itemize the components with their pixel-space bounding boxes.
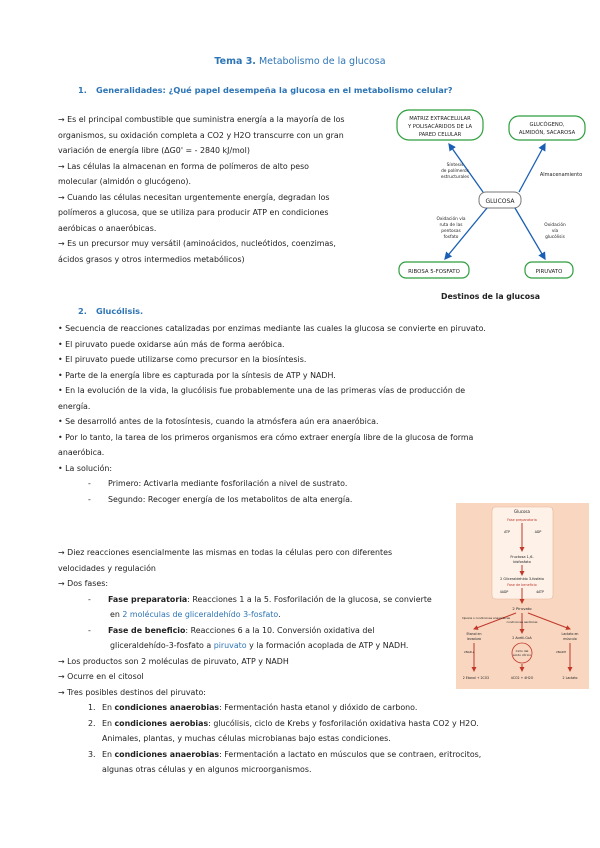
fate-item [88, 716, 558, 732]
acetyl-text: 2 Acetil-CoA [512, 636, 532, 640]
cofactor-atp: ATP [504, 530, 510, 534]
section2-bullets [58, 321, 558, 507]
s2-bullet: • El piruvato puede utilizarse como precursor en la biosíntesis. [58, 355, 307, 364]
section2-heading-text: Glucólisis. [96, 306, 144, 316]
glucose-label: GLUCOSA [485, 198, 515, 205]
phase2-highlight: piruvato [213, 641, 247, 650]
ethanol-branch-2: levadura [467, 637, 481, 641]
matrix-label-2: Y POLISACÁRIDOS DE LA [407, 124, 473, 130]
phase1-text: : Reacciones 1 a la 5. Fosforilación de la glucosa, se convierte [187, 594, 432, 604]
pyruvate-label: PIRUVATO [535, 269, 563, 275]
cofactor-4atp: 4ATP [536, 590, 544, 594]
fate-condition: condiciones aerobias [114, 718, 209, 728]
phase1-highlight: 2 moléculas de gliceraldehído 3-fosfato [122, 610, 279, 619]
phase2-text2-post: y la formación acoplada de ATP y NADH. [246, 641, 409, 650]
g3p-text: 2 Gliceraldehído 3-fosfato [500, 577, 544, 581]
product-co2: 4CO2 + 4H2O [510, 676, 534, 680]
lactate-branch-2: músculo [563, 637, 577, 641]
product-lactate: 2 Lactato [562, 676, 578, 680]
s2-bullet: anaeróbica. [58, 448, 105, 457]
fate-item [88, 700, 558, 716]
s1-line: aeróbicas o anaeróbicas. [58, 223, 157, 233]
matrix-label-1: MATRIZ EXTRACELULAR [409, 116, 471, 122]
s2-line: → Los productos son 2 moléculas de piruvato, ATP y NADH [58, 656, 289, 666]
s1-line: → Cuando las células necesitan urgentemente energía, degradan los [58, 192, 330, 202]
s2-bullet: • Se desarrolló antes de la fotosíntesis, cuando la atmósfera aún era anaeróbica. [58, 417, 379, 426]
ethanol-branch-1: Etanol en [466, 632, 482, 636]
s2-line: → Tres posibles destinos del piruvato: [58, 687, 206, 697]
phase1-label: Fase preparatoria [108, 594, 188, 604]
fate-number: 1. [88, 703, 96, 712]
s1-line: → Es el principal combustible que suministra energía a la mayoría de los [58, 115, 345, 124]
phase1-text: Fase preparatoria [507, 518, 537, 522]
arrow-to-pyruvate [515, 208, 545, 259]
section2-phases [58, 545, 458, 700]
fate-text: : Fermentación a lactato en músculos que se contraen, eritrocitos, [219, 749, 482, 759]
s2-line: velocidades y regulación [58, 563, 156, 573]
fate-text: : glucólisis, ciclo de Krebs y fosforilación oxidativa hasta CO2 y H2O. [208, 718, 479, 728]
ppp-label-2: ruta de las [439, 223, 463, 228]
fate-text-cont: algunas otras células y en algunos microorganismos. [102, 765, 312, 774]
hypoxia-text: hipoxia o condiciones anaeróbicas [461, 616, 511, 620]
fate-text-cont: Animales, plantas, y muchas células microbianas bajo estas condiciones. [102, 734, 391, 743]
phase2-text2-pre: gliceraldehído-3-fosfato a [110, 641, 214, 650]
ppp-label-3: pentosas [441, 229, 461, 234]
dash-marker: - [88, 479, 91, 488]
synthesis-label-3: estructurales [440, 175, 470, 180]
fate-pre: En [102, 718, 115, 728]
solution-text: Segundo: Recoger energía de los metabolitos de alta energía. [108, 494, 353, 504]
ribose-label: RIBOSA 5-FOSFATO [408, 269, 460, 275]
cofactor-nad-left: 2NAD+ [464, 650, 475, 654]
glycogen-label-2: ALMIDÓN, SACAROSA [518, 130, 576, 136]
fate-number: 2. [88, 718, 96, 728]
phase2-line2 [58, 638, 458, 654]
solution-item [58, 476, 558, 492]
s1-line: → Es un precursor muy versátil (aminoácidos, nucleótidos, coenzimas, [58, 239, 336, 248]
s2-bullet: • Por lo tanto, la tarea de los primeros organismos era cómo extraer energía libre de la glucosa de forma [58, 432, 474, 442]
glycogen-label-1: GLUCÓGENO, [529, 122, 565, 128]
s1-line: polímeros a glucosa, que se utiliza para producir ATP en condiciones [58, 208, 329, 217]
lactate-branch-1: Lactato en [561, 632, 579, 636]
arrow-to-matrix [446, 144, 483, 192]
s2-line: → Ocurre en el citosol [58, 672, 144, 681]
fate-condition: condiciones anaerobias [114, 703, 220, 712]
glycolysis-label-2: vía [551, 229, 559, 234]
s1-line: ácidos grasos y otros intermedios metabólicos) [58, 254, 245, 264]
phase2-label: Fase de beneficio [108, 625, 186, 635]
phase1-line1 [58, 592, 458, 608]
section1-body [58, 112, 388, 267]
glycolysis-label-1: Oxidación [544, 223, 566, 228]
dash-marker: - [88, 625, 91, 635]
fate-condition: condiciones anaerobias [114, 749, 220, 759]
krebs-text-1: Ciclo del [515, 649, 529, 653]
fate-pre: En [102, 749, 115, 759]
fbp-text-1: Fructosa 1,6- [510, 555, 534, 559]
s2-bullet: • Parte de la energía libre es capturada por la síntesis de ATP y NADH. [58, 370, 336, 380]
pyruvate-text: 2 Piruvato [512, 606, 532, 611]
ppp-label-1: Oxidación vía [436, 217, 466, 222]
fate-text: : Fermentación hasta etanol y dióxido de carbono. [219, 703, 418, 712]
ppp-label-4: fosfato [443, 235, 459, 240]
phase2-text: : Reacciones 6 a la 10. Conversión oxidativa del [185, 625, 375, 635]
cofactor-adp: ADP [534, 530, 542, 534]
s2-bullet: • El piruvato puede oxidarse aún más de forma aeróbica. [58, 339, 285, 349]
glucose-fates-diagram [393, 106, 593, 288]
cofactor-4adp: 4ADP [499, 590, 509, 594]
synthesis-label-2: de polímeros [441, 169, 469, 174]
phase2-line1 [58, 623, 458, 639]
s1-line: → Las células la almacenan en forma de polímeros de alto peso [58, 161, 310, 171]
section1-number: 1. [78, 85, 87, 95]
s1-line: organismos, su oxidación completa a CO2 y H2O transcurre con un gran [58, 130, 344, 140]
s1-line: variación de energía libre (ΔG0' = - 2840 kJ/mol) [58, 146, 250, 155]
storage-label: Almacenamiento [539, 172, 583, 178]
section1-heading [78, 85, 453, 95]
solution-text: Primero: Activarla mediante fosforilación a nivel de sustrato. [108, 479, 348, 488]
s2-line: → Diez reacciones esencialmente las mismas en todas la células pero con diferentes [58, 548, 393, 557]
s2-bullet: • En la evolución de la vida, la glucólisis fue probablemente una de las primeras vías de producción de [58, 386, 466, 395]
section2-number: 2. [78, 306, 87, 316]
fate-number: 3. [88, 749, 96, 759]
aerobic-text: condiciones aeróbicas [506, 620, 538, 624]
glycolysis-svg [456, 503, 589, 689]
phase1-text2-pre: en [110, 610, 123, 619]
krebs-text-2: ácido cítrico [512, 653, 532, 657]
s2-bullet: • Secuencia de reacciones catalizadas por enzimas mediante las cuales la glucosa se convierte en piruvato. [58, 324, 486, 333]
s2-line: → Dos fases: [58, 579, 108, 588]
glycogen-box [509, 116, 585, 140]
title-text: Metabolismo de la glucosa [255, 56, 386, 67]
glycolysis-figure [456, 503, 589, 689]
synthesis-label-1: Síntesis [446, 163, 464, 168]
diagram-caption: Destinos de la glucosa [441, 292, 540, 301]
phase1-text2-post: . [278, 610, 281, 619]
dash-marker: - [88, 594, 91, 604]
glucose-fates-svg [393, 106, 593, 288]
matrix-label-3: PARED CELULAR [418, 132, 462, 138]
pyruvate-fates-list [88, 700, 558, 778]
fate-pre: En [102, 703, 115, 712]
cofactor-nadh-right: 2NADH [556, 650, 567, 654]
title-topic: Tema 3. [214, 56, 256, 67]
phase2-text: Fase de beneficio [507, 583, 537, 587]
s1-line: molecular (almidón o glucógeno). [58, 177, 191, 186]
glycolysis-label-3: glucólisis [545, 235, 565, 240]
arrow-to-glycogen [519, 144, 545, 192]
section2-heading [78, 306, 143, 316]
fate-item [88, 747, 558, 763]
phase1-line2 [58, 607, 458, 623]
dash-marker: - [88, 494, 91, 504]
s2-bullet: energía. [58, 401, 91, 411]
s2-bullet: • La solución: [58, 463, 113, 473]
glucose-text: Glucosa [514, 509, 530, 514]
section1-heading-text: Generalidades: ¿Qué papel desempeña la glucosa en el metabolismo celular? [96, 85, 453, 95]
fbp-text-2: bisfosfato [513, 560, 531, 564]
page-title [0, 56, 600, 67]
product-ethanol: 2 Etanol + 2CO2 [462, 676, 490, 680]
